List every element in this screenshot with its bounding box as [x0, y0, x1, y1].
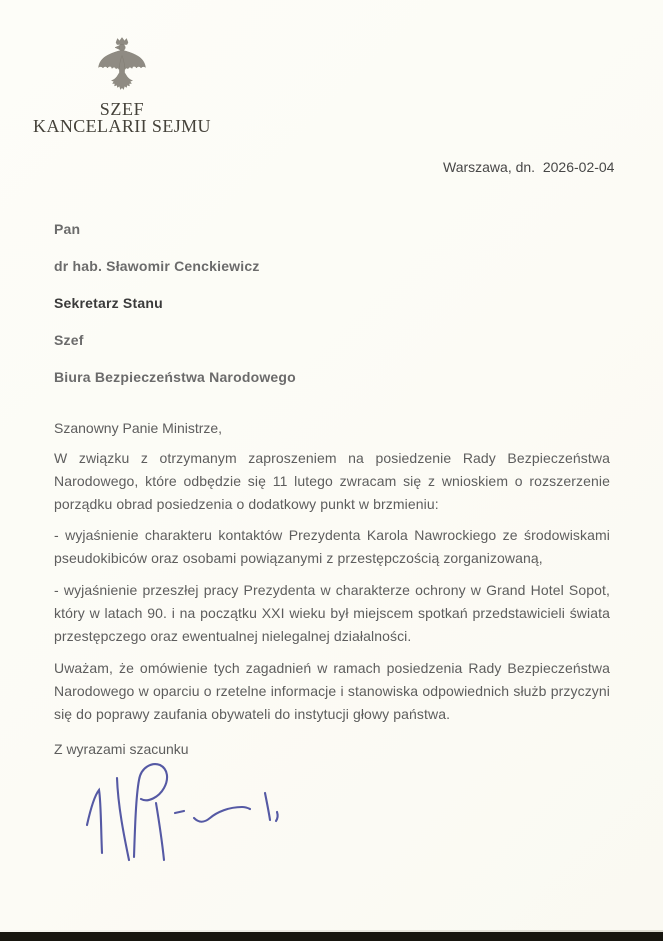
recipient-line-name: dr hab. Sławomir Cenckiewicz	[54, 258, 260, 274]
salutation: Szanowny Panie Ministrze,	[54, 420, 223, 436]
closing-phrase: Z wyrazami szacunku	[54, 741, 189, 757]
date-line: Warszawa, dn. 2026-02-04	[443, 159, 615, 175]
letter-content	[54, 221, 610, 865]
recipient-line-title-1: Sekretarz Stanu	[54, 295, 163, 311]
signature-ink-strokes	[87, 764, 278, 860]
letterhead	[10, 37, 234, 135]
scan-edge-bar	[0, 932, 663, 941]
paragraph-point-1: - wyjaśnienie charakteru kontaktów Prezydenta Karola Nawrockiego ze środowiskami pseudokibiców oraz osobami powiązanymi z przestępczością zorganizowaną,	[54, 527, 610, 566]
letterhead-title-line1: SZEF	[99, 99, 145, 119]
handwritten-signature	[84, 761, 610, 865]
paragraph-point-2: - wyjaśnienie przeszłej pracy Prezydenta w charakterze ochrony w Grand Hotel Sopot, który w latach 90. i na początku XXI wieku był miejscem spotkań przedstawicieli świata przestępczego oraz ewentualnej nielegalnej działalności.	[54, 582, 610, 644]
recipient-line-institution: Biura Bezpieczeństwa Narodowego	[54, 369, 296, 385]
polish-eagle-emblem-icon	[10, 37, 234, 96]
recipient-line-salutation: Pan	[54, 221, 81, 237]
paragraph-justification: Uważam, że omówienie tych zagadnień w ramach posiedzenia Rady Bezpieczeństwa Narodowego w oparciu o rzetelne informacje i stanowiska odpowiednich służb przyczyni się do poprawy zaufania obywateli do instytucji głowy państwa.	[54, 660, 610, 722]
letterhead-title-line2: KANCELARII SEJMU	[33, 116, 211, 136]
recipient-line-title-2: Szef	[54, 332, 84, 348]
paragraph-request: W związku z otrzymanym zaproszeniem na posiedzenie Rady Bezpieczeństwa Narodowego, które odbędzie się 11 lutego zwracam się z wnioskiem o rozszerzenie porządku obrad posiedzenia o dodatkowy punkt w brzmieniu:	[54, 450, 610, 512]
recipient-block	[54, 221, 610, 385]
